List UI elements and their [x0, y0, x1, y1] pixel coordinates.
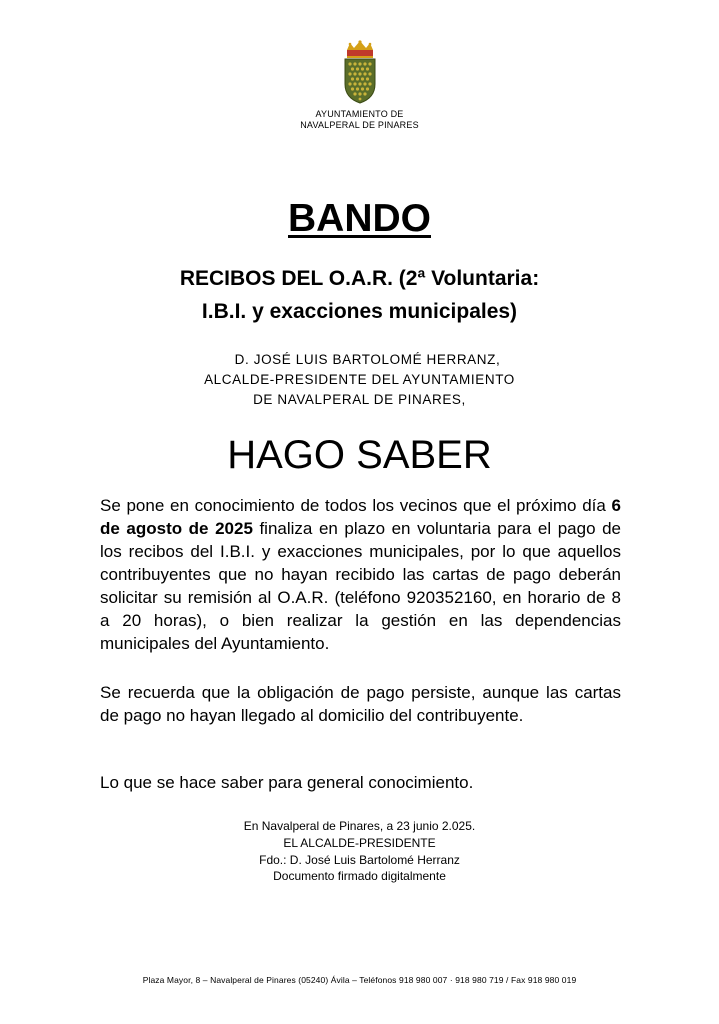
org-name-line-1: AYUNTAMIENTO DE — [315, 109, 404, 119]
body-paragraph-1 — [100, 494, 621, 655]
footer-contact: Plaza Mayor, 8 – Navalperal de Pinares (05240) Ávila – Teléfonos 918 980 007 · 918 980 719 / Fax 918 980 019 — [142, 975, 577, 985]
subtitle-line-1: RECIBOS DEL O.A.R. (2ª Voluntaria: — [179, 267, 540, 290]
paragraph-1-intro: Se pone en conocimiento de todos los vecinos que el próximo día — [100, 496, 612, 515]
org-name-line-2: NAVALPERAL DE PINARES — [300, 120, 419, 130]
signature-note: Documento firmado digitalmente — [273, 869, 446, 883]
subtitle-line-2: I.B.I. y exacciones municipales) — [201, 300, 518, 323]
body-paragraph-3: Lo que se hace saber para general conocimiento. — [100, 773, 474, 792]
mayor-title: ALCALDE-PRESIDENTE DEL AYUNTAMIENTO — [204, 372, 515, 387]
signature-place-date: En Navalperal de Pinares, a 23 junio 2.025. — [243, 819, 476, 833]
document-title: BANDO — [288, 197, 431, 240]
body-paragraph-2: Se recuerda que la obligación de pago persiste, aunque las cartas de pago no hayan llegado al domicilio del contribuyente. — [100, 683, 621, 725]
municipal-crest-icon — [338, 40, 382, 104]
signature-role: EL ALCALDE-PRESIDENTE — [283, 836, 436, 850]
paragraph-1-rest: finaliza en plazo en voluntaria para el pago de los recibos del I.B.I. y exacciones municipales, por lo que aquellos contribuyentes que no hayan recibido las cartas de pago deberán solicitar su remisión al O.A.R. (teléfono 920352160, en horario de 8 a 20 horas), o bien realizar la gestión en las dependencias municipales del Ayuntamiento. — [100, 519, 621, 653]
mayor-town: DE NAVALPERAL DE PINARES, — [253, 392, 466, 407]
announcement-heading: HAGO SABER — [227, 433, 492, 477]
mayor-name: D. JOSÉ LUIS BARTOLOMÉ HERRANZ, — [234, 352, 501, 367]
signature-signer: Fdo.: D. José Luis Bartolomé Herranz — [259, 853, 460, 867]
deadline-date: 6 de agosto de 2025 — [100, 496, 621, 538]
